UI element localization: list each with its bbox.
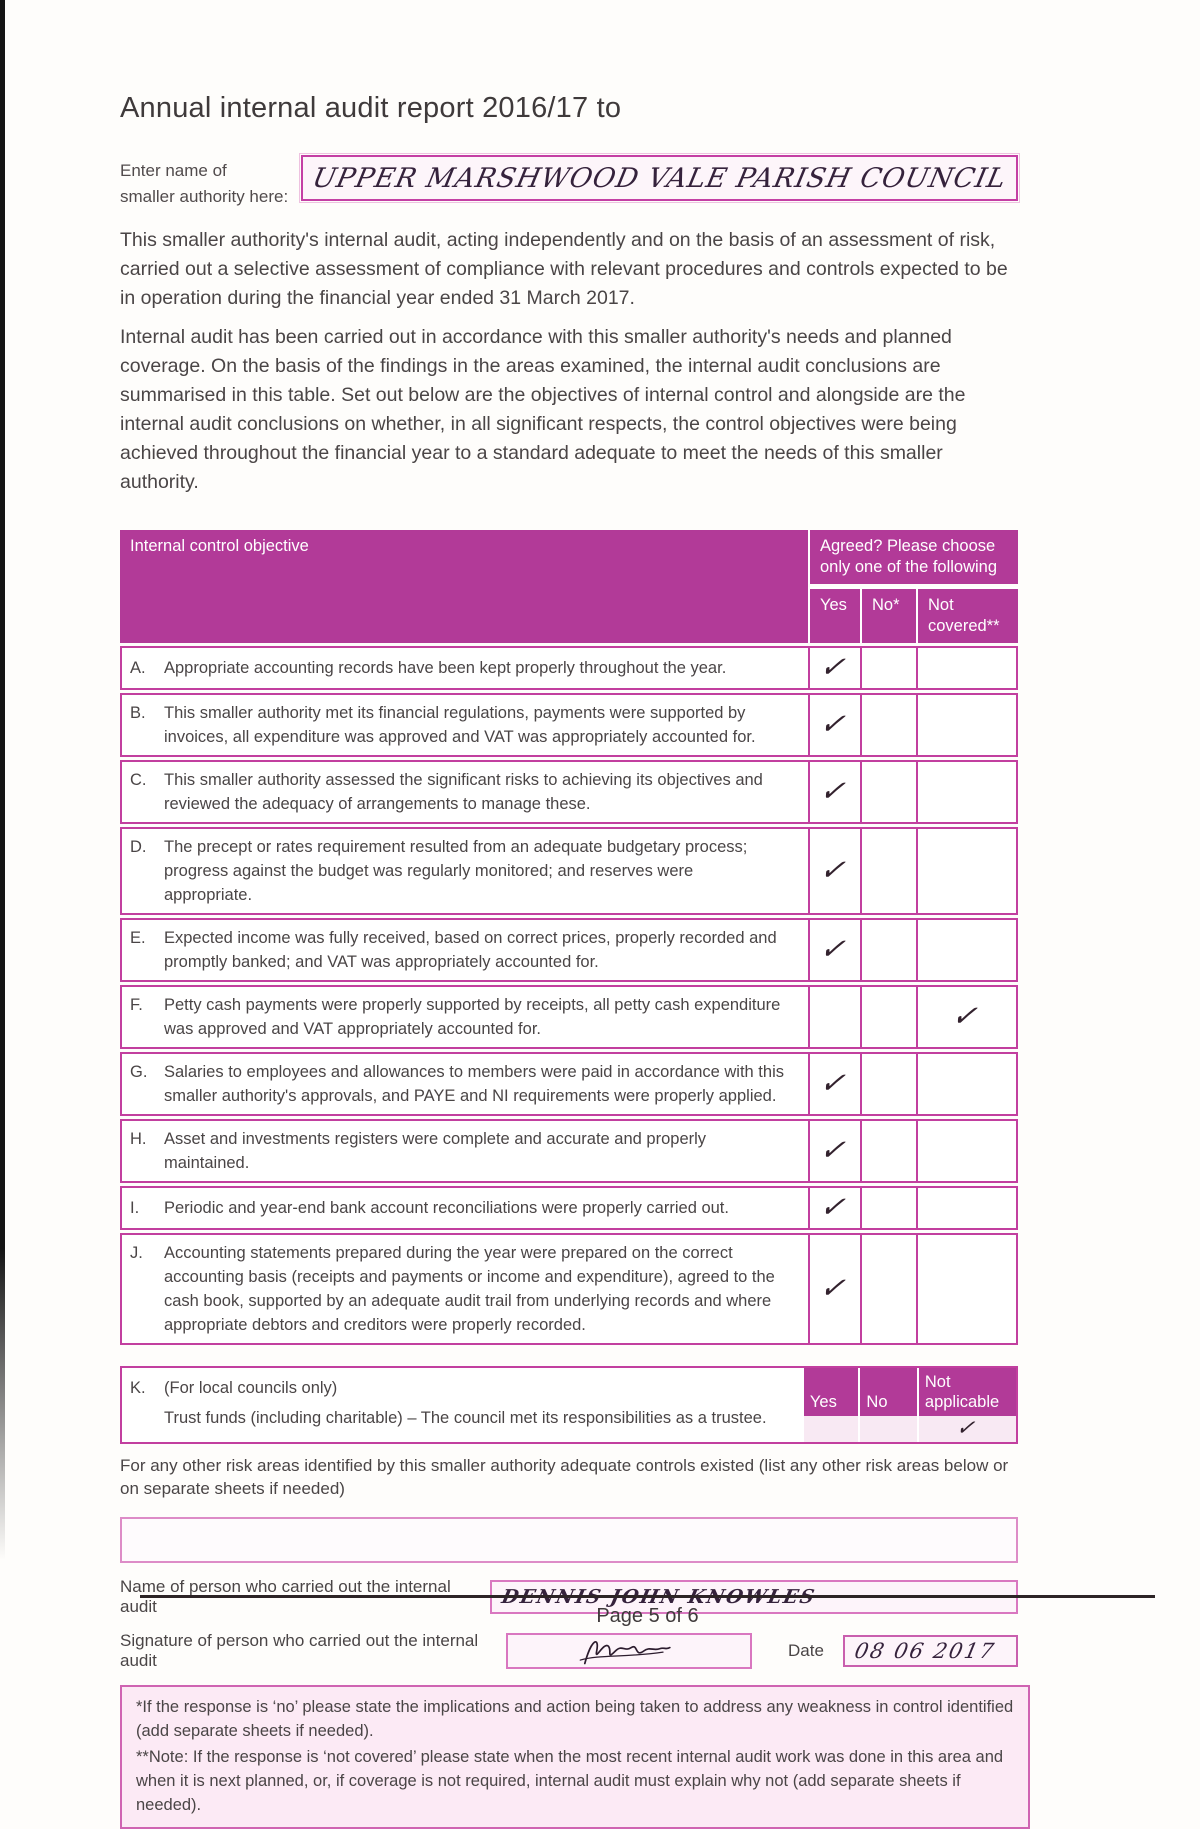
checkmark-icon: ✓	[948, 999, 986, 1034]
k-answer-cell-no[interactable]	[860, 1416, 916, 1442]
header-agreed: Agreed? Please choose only one of the following	[808, 530, 1018, 584]
other-risks-input[interactable]	[120, 1517, 1018, 1563]
authority-name-input[interactable]	[301, 155, 1018, 201]
objective-text: This smaller authority met its financial regulations, payments were supported by invoices, all expenditure was approved and VAT was appropriately accounted for.	[164, 704, 756, 746]
objective-text: Periodic and year-end bank account reconciliations were properly carried out.	[164, 1199, 729, 1217]
k-line2: Trust funds (including charitable) – The council met its responsibilities as a trustee.	[164, 1409, 767, 1427]
objective-cell	[120, 985, 808, 1049]
objective-id: G.	[130, 1063, 148, 1081]
k-answer-cell-not_applicable[interactable]	[919, 1416, 1016, 1442]
table-row	[120, 1233, 1018, 1345]
answer-cell-not_covered[interactable]	[916, 693, 1018, 757]
intro-paragraph-2: Internal audit has been carried out in accordance with this smaller authority's needs and planned coverage. On the basis of the findings in the areas examined, the internal audit conclusions are summarised in this table. Set out below are the objectives of internal control and alongside are the internal audit conclusions on whether, in all significant respects, the control objectives were being achieved throughout the financial year to a standard adequate to meet the needs of this smaller authority.	[120, 326, 966, 493]
answer-cell-yes[interactable]	[808, 827, 860, 915]
answer-cell-no[interactable]	[860, 1119, 916, 1183]
table-row	[120, 918, 1018, 982]
answer-cell-yes[interactable]	[808, 1119, 860, 1183]
objectives-table-header	[120, 530, 1018, 643]
objective-id: E.	[130, 929, 146, 947]
checkmark-icon: ✓	[816, 1190, 854, 1225]
answer-cell-no[interactable]	[860, 1233, 916, 1345]
objective-text: The precept or rates requirement resulted from an adequate budgetary process; progress against the budget was regularly monitored; and reserves were appropriate.	[164, 838, 748, 904]
objective-id: A.	[130, 659, 146, 677]
objective-text: This smaller authority assessed the significant risks to achieving its objectives and reviewed the adequacy of arrangements to manage these.	[164, 771, 763, 813]
objective-cell	[120, 760, 808, 824]
objective-id: H.	[130, 1130, 147, 1148]
answer-cell-not_covered[interactable]	[916, 1186, 1018, 1230]
checkmark-icon: ✓	[816, 853, 854, 888]
objective-cell	[120, 1119, 808, 1183]
objective-text: Salaries to employees and allowances to members were paid in accordance with this smaller authority's approvals, and PAYE and NI requirements were properly applied.	[164, 1063, 784, 1105]
footnotes-box	[120, 1685, 1030, 1829]
k-objective-cell	[122, 1368, 802, 1442]
checkmark-icon: ✓	[816, 650, 854, 685]
table-row	[120, 646, 1018, 690]
answer-cell-yes[interactable]	[808, 918, 860, 982]
objective-cell	[120, 918, 808, 982]
k-row	[120, 1366, 1018, 1444]
date-input[interactable]	[843, 1635, 1018, 1667]
footnote-no: *If the response is ‘no’ please state the implications and action being taken to address any weakness in control identified (add separate sheets if needed).	[136, 1698, 1014, 1740]
signature-input[interactable]	[506, 1633, 752, 1669]
objective-id: J.	[130, 1244, 143, 1262]
answer-cell-not_covered[interactable]	[916, 827, 1018, 915]
authority-name-label: Enter name of smaller authority here:	[120, 161, 289, 206]
answer-cell-yes[interactable]	[808, 693, 860, 757]
objective-cell	[120, 827, 808, 915]
table-row	[120, 760, 1018, 824]
objective-text: Expected income was fully received, based on correct prices, properly recorded and promptly banked; and VAT was appropriately accounted for.	[164, 929, 777, 971]
objective-text: Petty cash payments were properly supported by receipts, all petty cash expenditure was approved and VAT appropriately accounted for.	[164, 996, 781, 1038]
header-no: No*	[860, 587, 916, 643]
page-title: Annual internal audit report 2016/17 to	[120, 92, 622, 124]
objective-cell	[120, 646, 808, 690]
objectives-body	[120, 646, 1018, 1345]
answer-cell-no[interactable]	[860, 918, 916, 982]
table-row	[120, 1186, 1018, 1230]
k-line1: (For local councils only)	[164, 1379, 338, 1397]
signature-label: Signature of person who carried out the internal audit	[120, 1631, 479, 1670]
intro-paragraph-1: This smaller authority's internal audit, acting independently and on the basis of an assessment of risk, carried out a selective assessment of compliance with relevant procedures and controls expected to be in operation during the financial year ended 31 March 2017.	[120, 229, 1008, 309]
answer-cell-not_covered[interactable]	[916, 985, 1018, 1049]
answer-cell-not_covered[interactable]	[916, 1119, 1018, 1183]
answer-cell-no[interactable]	[860, 646, 916, 690]
objective-text: Appropriate accounting records have been kept properly throughout the year.	[164, 659, 727, 677]
document-page	[120, 0, 1018, 1829]
signature-scribble	[529, 1634, 729, 1668]
other-risks-text: For any other risk areas identified by this smaller authority adequate controls existed (list any other risk areas below or on separate sheets if needed)	[120, 1456, 1009, 1498]
objective-text: Accounting statements prepared during the year were prepared on the correct accounting basis (receipts and payments or income and expenditure), agreed to the cash book, supported by an adequate audit trail from underlying records and where appropriate debtors and creditors were properly recorded.	[164, 1244, 775, 1334]
answer-cell-yes[interactable]	[808, 646, 860, 690]
objective-text: Asset and investments registers were complete and accurate and properly maintained.	[164, 1130, 707, 1172]
header-not-covered: Not covered**	[916, 587, 1018, 643]
checkmark-icon: ✓	[816, 774, 854, 809]
table-row	[120, 693, 1018, 757]
authority-name-value: UPPER MARSHWOOD VALE PARISH COUNCIL	[309, 162, 1010, 194]
objective-cell	[120, 693, 808, 757]
objective-id: D.	[130, 838, 147, 856]
checkmark-icon: ✓	[816, 1066, 854, 1101]
checkmark-icon: ✓	[816, 1271, 854, 1306]
objective-cell	[120, 1233, 808, 1345]
header-yes: Yes	[808, 587, 860, 643]
answer-cell-no[interactable]	[860, 985, 916, 1049]
k-header-no: No	[860, 1368, 916, 1416]
answer-cell-not_covered[interactable]	[916, 1052, 1018, 1116]
auditor-name-label: Name of person who carried out the internal audit	[120, 1577, 451, 1616]
answer-cell-no[interactable]	[860, 1052, 916, 1116]
answer-cell-no[interactable]	[860, 1186, 916, 1230]
answer-cell-not_covered[interactable]	[916, 918, 1018, 982]
checkmark-icon: ✓	[816, 1133, 854, 1168]
checkmark-icon: ✓	[816, 932, 854, 967]
answer-cell-not_covered[interactable]	[916, 1233, 1018, 1345]
header-objective: Internal control objective	[120, 530, 808, 643]
objectives-table	[120, 527, 1018, 1348]
objective-cell	[120, 1186, 808, 1230]
objective-id: B.	[130, 704, 146, 722]
answer-cell-yes[interactable]	[808, 1233, 860, 1345]
table-row	[120, 827, 1018, 915]
auditor-name-value: DENNIS JOHN KNOWLES	[499, 1586, 819, 1608]
footnote-not-covered: **Note: If the response is ‘not covered’ please state when the most recent internal audit work was done in this area and when it is next planned, or, if coverage is not required, internal audit must explain why not (add separate sheets if needed).	[136, 1748, 1004, 1814]
date-value: 08 06 2017	[852, 1639, 999, 1663]
objective-id: F.	[130, 996, 143, 1014]
answer-cell-yes[interactable]	[808, 1186, 860, 1230]
answer-cell-yes[interactable]	[808, 1052, 860, 1116]
answer-cell-no[interactable]	[860, 760, 916, 824]
k-header-not-applicable: Not applicable	[919, 1368, 1016, 1416]
k-id: K.	[130, 1379, 146, 1397]
answer-cell-not_covered[interactable]	[916, 760, 1018, 824]
checkmark-icon: ✓	[953, 1414, 982, 1441]
page-footer	[140, 1595, 1155, 1628]
table-row	[120, 985, 1018, 1049]
page-number: Page 5 of 6	[596, 1605, 699, 1627]
answer-cell-no[interactable]	[860, 693, 916, 757]
authority-name-row	[120, 155, 1018, 210]
answer-cell-not_covered[interactable]	[916, 646, 1018, 690]
table-row	[120, 1119, 1018, 1183]
k-header-yes: Yes	[804, 1368, 859, 1416]
answer-cell-yes[interactable]	[808, 760, 860, 824]
table-row	[120, 1052, 1018, 1116]
objective-cell	[120, 1052, 808, 1116]
checkmark-icon: ✓	[816, 707, 854, 742]
objective-id: I.	[130, 1199, 140, 1217]
answer-cell-no[interactable]	[860, 827, 916, 915]
objective-id: C.	[130, 771, 147, 789]
answer-cell-yes[interactable]	[808, 985, 860, 1049]
signature-row	[120, 1631, 1018, 1671]
scan-edge-artifact	[0, 0, 5, 1560]
k-answer-cell-yes[interactable]	[804, 1416, 859, 1442]
date-label: Date	[787, 1641, 824, 1660]
